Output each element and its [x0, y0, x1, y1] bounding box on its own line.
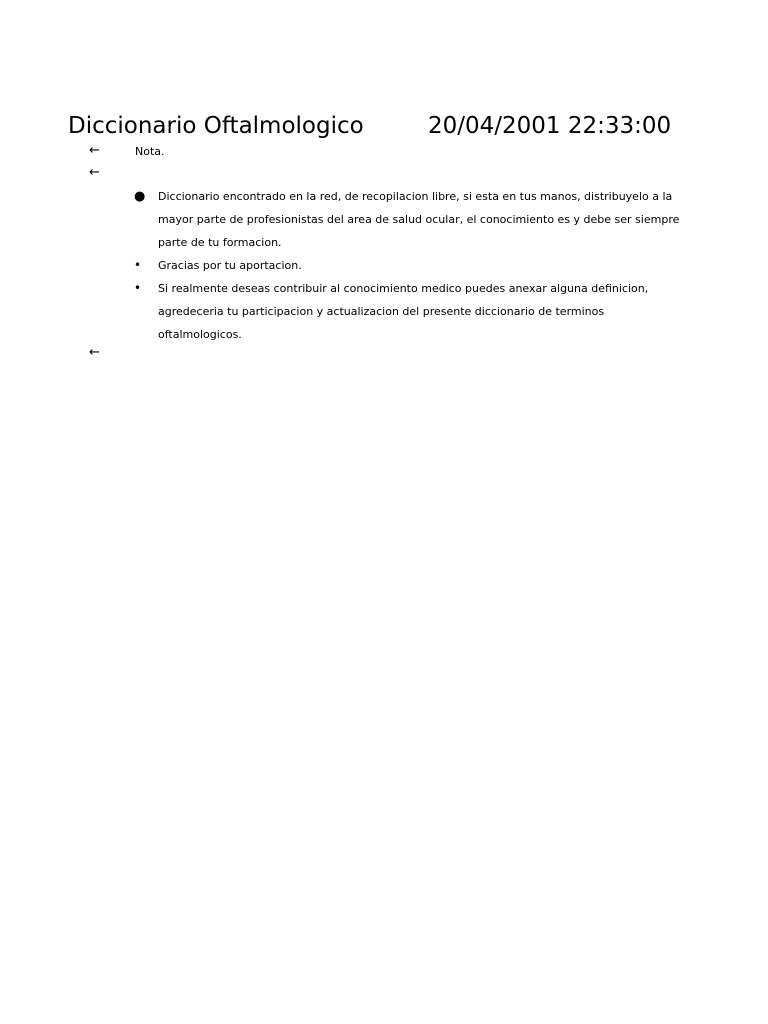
bullet-icon: •	[134, 281, 142, 295]
nota-label: Nota.	[135, 145, 165, 158]
left-arrow-icon: ←	[89, 143, 100, 158]
bullet-text: Si realmente deseas contribuir al conocimiento medico puedes anexar alguna definicion, agredeceria tu participacion y actualizacion del presente diccionario de terminos oftalmologicos.	[158, 282, 649, 341]
document-title: Diccionario Oftalmologico	[68, 113, 364, 139]
left-arrow-icon: ←	[89, 345, 100, 360]
note-bullet-list	[130, 185, 690, 346]
bullet-icon: •	[134, 258, 142, 272]
left-arrow-icon: ←	[89, 165, 100, 180]
bullet-icon: ●	[134, 189, 146, 204]
bullet-text: Gracias por tu aportacion.	[158, 259, 302, 272]
list-item	[130, 185, 690, 254]
list-item	[130, 277, 690, 346]
bullet-text: Diccionario encontrado en la red, de recopilacion libre, si esta en tus manos, distribuyelo a la mayor parte de profesionistas del area de salud ocular, el conocimiento es y debe ser siempre parte de tu formacion.	[158, 190, 680, 249]
document-header	[68, 111, 688, 143]
document-date: 20/04/2001 22:33:00	[428, 113, 672, 139]
list-item	[130, 254, 690, 277]
